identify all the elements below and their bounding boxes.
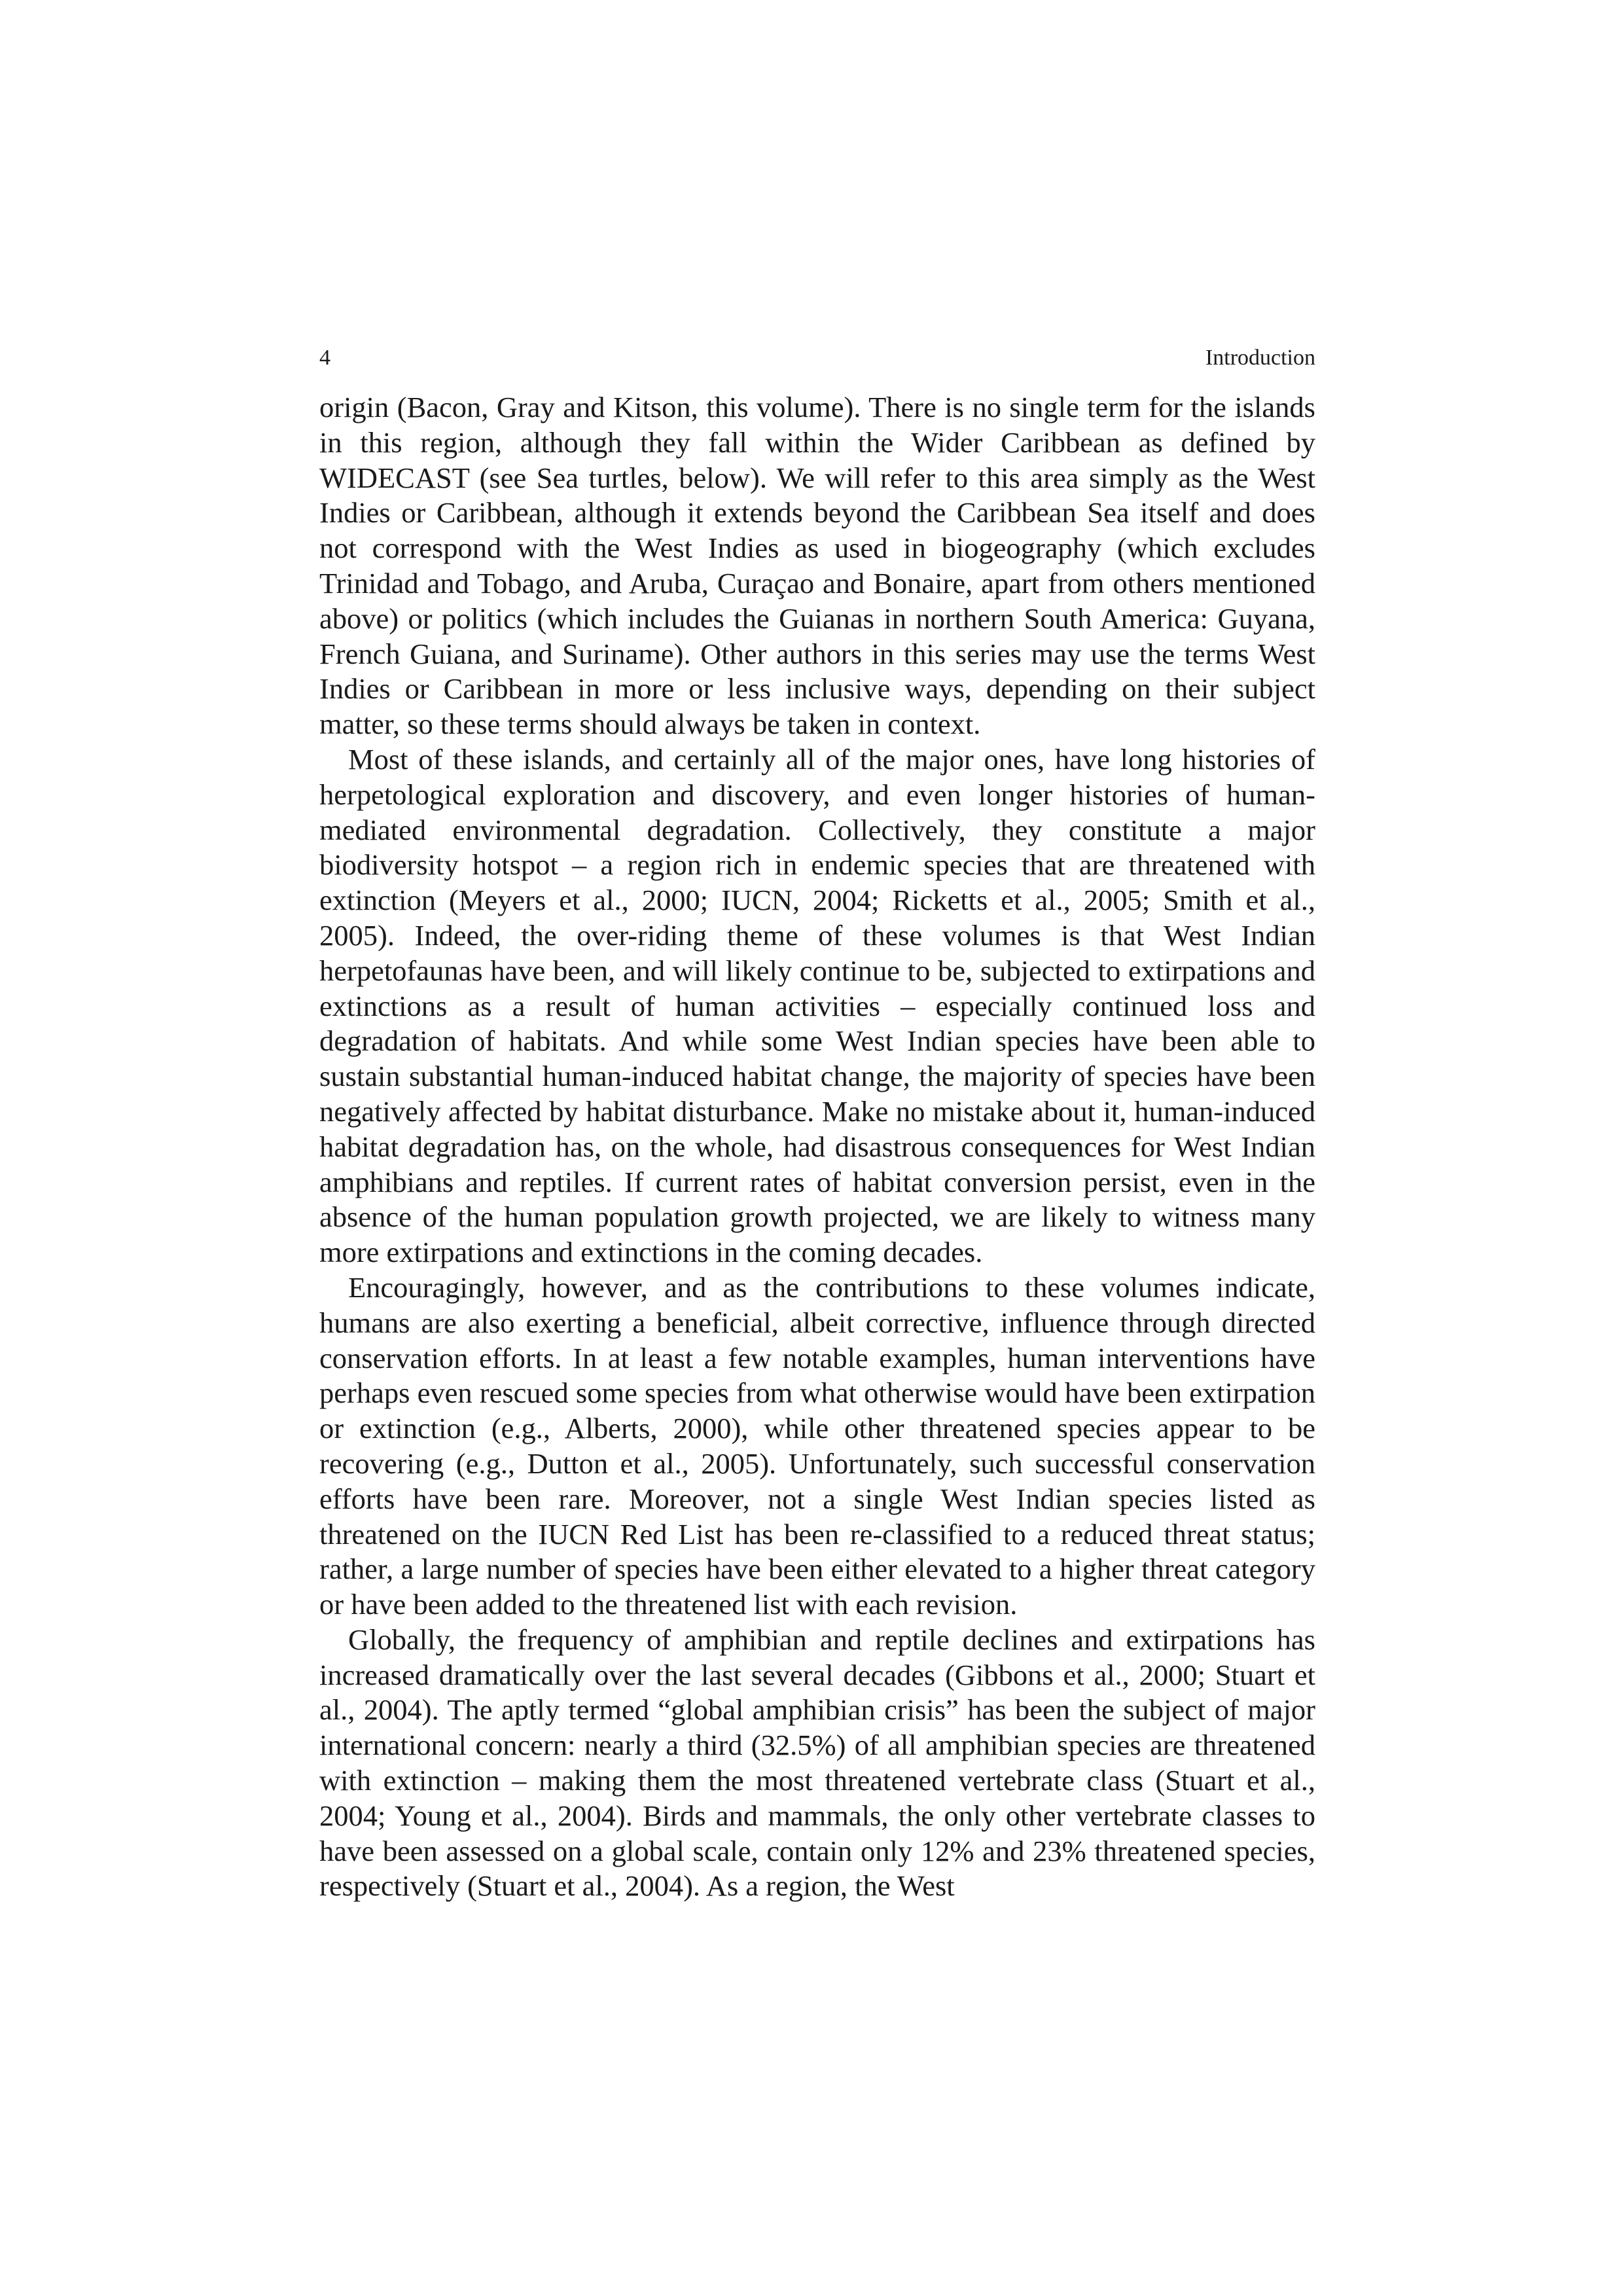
running-title: Introduction bbox=[1205, 346, 1315, 370]
body-text bbox=[319, 390, 1315, 1904]
page-number: 4 bbox=[319, 346, 330, 370]
paragraph-global-declines: Globally, the frequency of amphibian and reptile declines and extirpations has increased dramatically over the last several decades (Gibbons et al., 2000; Stuart et al., 2004). The aptly termed “global amphibian crisis” has been the subject of major international concern: nearly a third (32.5%) of all amphibian species are threatened with extinction – making them the most threatened vertebrate class (Stuart et al., 2004; Young et al., 2004). Birds and mammals, the only other vertebrate classes to have been assessed on a global scale, contain only 12% and 23% threatened species, respectively (Stuart et al., 2004). As a region, the West bbox=[319, 1623, 1315, 1903]
paragraph-conservation-efforts: Encouragingly, however, and as the contributions to these volumes indicate, humans are also exerting a beneficial, albeit corrective, influence through directed conservation efforts. In at least a few notable examples, human interventions have perhaps even rescued some species from what otherwise would have been extirpation or extinction (e.g., Alberts, 2000), while other threatened species appear to be recovering (e.g., Dutton et al., 2005). Unfortunately, such successful conservation efforts have been rare. Moreover, not a single West Indian species listed as threatened on the IUCN Red List has been re-classified to a reduced threat status; rather, a large number of species have been either elevated to a higher threat category or have been added to the threatened list with each revision. bbox=[319, 1270, 1315, 1621]
running-head bbox=[319, 340, 1315, 376]
book-page bbox=[319, 340, 1315, 1904]
paragraph-continued: origin (Bacon, Gray and Kitson, this volume). There is no single term for the islands in this region, although they fall within the Wider Caribbean as defined by WIDECAST (see Sea turtles, below). We will refer to this area simply as the West Indies or Caribbean, although it extends beyond the Caribbean Sea itself and does not correspond with the West Indies as used in biogeography (which excludes Trinidad and Tobago, and Aruba, Curaçao and Bonaire, apart from others mentioned above) or politics (which includes the Guianas in northern South America: Guyana, French Guiana, and Suriname). Other authors in this series may use the terms West Indies or Caribbean in more or less inclusive ways, depending on their subject matter, so these terms should always be taken in context. bbox=[319, 391, 1315, 741]
paragraph-herpetological-history: Most of these islands, and certainly all of the major ones, have long histories of herpetological exploration and discovery, and even longer histories of human-mediated environmental degradation. Collectively, they constitute a major biodiversity hotspot – a region rich in endemic species that are threatened with extinction (Meyers et al., 2000; IUCN, 2004; Ricketts et al., 2005; Smith et al., 2005). Indeed, the over-riding theme of these volumes is that West Indian herpetofaunas have been, and will likely continue to be, subjected to extirpations and extinctions as a result of human activities – especially continued loss and degradation of habitats. And while some West Indian species have been able to sustain substantial human-induced habitat change, the majority of species have been negatively affected by habitat disturbance. Make no mistake about it, human-induced habitat degradation has, on the whole, had disastrous consequences for West Indian amphibians and reptiles. If current rates of habitat conversion persist, even in the absence of the human population growth projected, we are likely to witness many more extirpations and extinctions in the coming decades. bbox=[319, 742, 1315, 1269]
